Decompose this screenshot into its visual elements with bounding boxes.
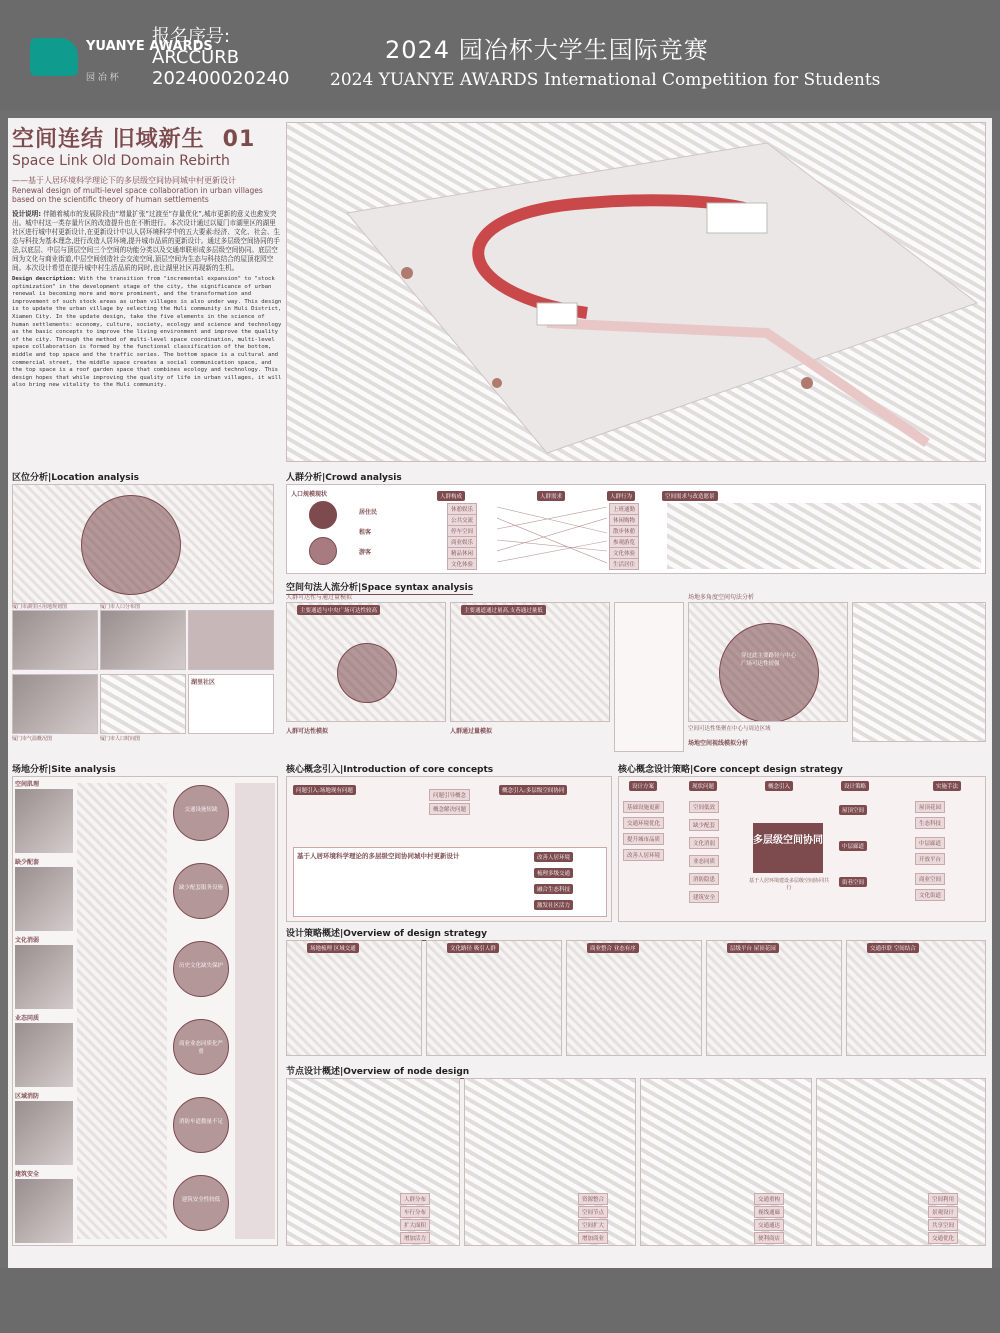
node-tag: 空间节点: [578, 1206, 608, 1218]
node-render: [640, 1078, 812, 1246]
group-residents: 居住民: [359, 509, 378, 516]
strategy-problem: 业态同质: [689, 855, 719, 867]
node-tag: 便利商店: [754, 1232, 784, 1244]
section-crowd: 人群分析|Crowd analysis: [286, 470, 402, 485]
sightline-subtitle: 场地空间视线模拟分析: [688, 740, 749, 747]
project-title-en: Space Link Old Domain Rebirth: [12, 153, 230, 169]
site-row-label: 建筑安全: [15, 1171, 40, 1178]
strategy-header: 现状问题: [689, 781, 717, 791]
concept-banner: 基于人居环境科学理论的多层级空间协同城中村更新设计: [297, 852, 460, 860]
outcome-item: 改善人居环境: [534, 852, 573, 862]
group-tenants: 租客: [359, 529, 372, 536]
space-vision-thumbnails: [667, 503, 981, 569]
site-row-label: 缺少配套: [15, 859, 40, 866]
competition-title-en: 2024 YUANYE AWARDS International Competition for Students: [330, 70, 881, 90]
syntax-caption: 人群可达性与通过量模拟: [286, 594, 353, 601]
site-diagram-column: [77, 783, 167, 1239]
site-notes-column: [235, 783, 275, 1239]
site-photo: [15, 1023, 73, 1087]
huli-community-note: [188, 674, 274, 734]
site-circle-label: 建筑安全性较低: [181, 1197, 221, 1203]
strategy-center-box: [753, 823, 823, 873]
strategy-tactic: 街巷空间: [839, 877, 867, 887]
strategy-header: 实施手法: [933, 781, 961, 791]
need-item: 公共交流: [447, 514, 477, 526]
concept-middle-label: 概念解决问题: [429, 803, 470, 815]
land-use-map: [12, 610, 98, 670]
need-item: 停车空间: [447, 525, 477, 537]
site-row-label: 区域消防: [15, 1093, 40, 1100]
site-analysis-panel: [12, 776, 278, 1246]
node-tag: 视线通廊: [754, 1206, 784, 1218]
overview-title: 商业整合 业态有序: [587, 943, 639, 953]
node-render: [464, 1078, 636, 1246]
node-render: [816, 1078, 986, 1246]
site-circle-label: 历史文化缺失保护: [178, 963, 223, 969]
node-tag: 景观设计: [928, 1206, 958, 1218]
registration-label: 报名序号:: [152, 26, 231, 47]
strategy-left-item: 基础设施更新: [623, 801, 664, 813]
throughput-map: [450, 602, 610, 722]
strategy-tactic: 中层廊道: [839, 841, 867, 851]
section-location: 区位分析|Location analysis: [12, 470, 139, 485]
outcome-item: 梳理多级交通: [534, 868, 573, 878]
overview-panel: [706, 940, 842, 1056]
behavior-item: 休闲购物: [609, 514, 639, 526]
site-circle-label: 交通设施短缺: [184, 807, 218, 813]
strategy-center-sub: 基于人居环境建设多层级空间协同共行: [749, 878, 830, 891]
crowd-panel: [286, 484, 986, 574]
competition-header: [0, 0, 1000, 110]
site-circle-label: 缺少配套服务设施: [178, 885, 223, 891]
need-item: 精品休闲: [447, 547, 477, 559]
concept-middle-label: 问题引导概念: [429, 789, 470, 801]
throughput-subtitle: 人群通过量模拟: [450, 728, 493, 735]
section-concept: 核心概念引入|Introduction of core concepts: [286, 762, 493, 777]
section-strategy-concept: 核心概念设计策略|Core concept design strategy: [618, 762, 843, 777]
site-circle: [173, 785, 229, 841]
registration-block: [152, 26, 289, 89]
donut-chart-2: [309, 537, 337, 565]
population-caption: 厦门市人口分布图: [100, 604, 141, 610]
crowd-label-behavior: 人群行为: [607, 491, 635, 501]
strategy-center-title: 多层级空间协同: [753, 835, 823, 846]
multi-angle-circle: [719, 623, 819, 722]
syntax-side-maps: [852, 602, 986, 742]
throughput-map-title: 主要通道通过量高,支巷通过量低: [461, 605, 546, 615]
behavior-item: 散步休憩: [609, 525, 639, 537]
multi-angle-map: [688, 602, 848, 722]
strategy-method: 开放平台: [915, 853, 945, 865]
behavior-item: 文化体验: [609, 547, 639, 559]
crowd-legend-title: 人口规模现状: [291, 491, 328, 498]
overview-title: 文化路径 吸引人群: [447, 943, 499, 953]
node-tag: 车行分布: [400, 1206, 430, 1218]
outcome-item: 激发社区活力: [534, 900, 573, 910]
competition-title-cn: 2024 园冶杯大学生国际竞赛: [385, 36, 709, 64]
project-subtitle-en: Renewal design of multi-level space collaboration in urban villages based on the scientific theory of human settlements: [12, 186, 263, 204]
location-circle: [81, 495, 181, 595]
concept-concept-title: 概念引入:多层级空间协同: [499, 785, 567, 795]
overview-panel: [846, 940, 986, 1056]
site-circle: [173, 1097, 229, 1153]
sheet-number: 01: [222, 127, 256, 152]
node-tag: 空间利用: [928, 1193, 958, 1205]
strategy-left-item: 改善人居环境: [623, 849, 664, 861]
node-tag: 空间扩大: [578, 1219, 608, 1231]
strategy-method: 屋顶花园: [915, 801, 945, 813]
node-tag: 交通优化: [928, 1232, 958, 1244]
design-description-en-text: With the transition from "incremental expansion" to "stock optimization" in the development stage of the city, the significance of urban renewal is becoming more and more prominent, and the transformation and improvement of such stock areas as urban villages is also under way. This design is to update the urban village by selecting the Huli community in Huli District, Xiamen City. In the update design, take the five elements in the science of human settlements: economy, culture, society, ecology and science and technology as the basic concepts to improve the living environment and improve the quality of the city. Through the method of multi-level space coordination, multi-level space collaboration is formed by the functional classification of the bottom, middle and top space and the traffic series. The bottom space is a cultural and commercial street, the middle space creates a social communication space, and the top space is a roof garden space that combines ecology and technology. This design hopes that while improving the quality of life in urban villages, it will also bring new vitality to the Huli community.: [12, 276, 282, 389]
project-title-block: [12, 122, 282, 390]
strategy-tactic: 屋顶空间: [839, 805, 867, 815]
outcome-item: 融合生态科技: [534, 884, 573, 894]
need-item: 文化体验: [447, 558, 477, 570]
site-circle-label: 商业业态同质化严重: [178, 1041, 223, 1055]
project-subtitle-cn: ——基于人居环境科学理论下的多层级空间协同城中村更新设计: [12, 176, 236, 185]
section-syntax: 空间句法人流分析|Space syntax analysis: [286, 580, 473, 595]
strategy-method: 中层廊道: [915, 837, 945, 849]
crowd-label-needs: 人群需求: [537, 491, 565, 501]
strategy-problem: 消防隐患: [689, 873, 719, 885]
donut-chart-1: [309, 501, 337, 529]
group-tourists: 游客: [359, 549, 372, 556]
population-time-map: [12, 674, 98, 734]
huli-community-label: 湖里社区: [191, 679, 216, 686]
accessibility-map-title: 主要通道与中央广场可达性较高: [297, 605, 380, 615]
strategy-problem: 建筑安全: [689, 891, 719, 903]
section-site: 场地分析|Site analysis: [12, 762, 116, 777]
section-strategy-overview: 设计策略概述|Overview of design strategy: [286, 926, 487, 941]
site-row-label: 空间肌理: [15, 781, 40, 788]
syntax-caption-2: 场地多角度空间句法分析: [688, 594, 755, 601]
site-row-label: 业态同质: [15, 1015, 40, 1022]
multi-angle-side-note: 空间可达性集聚在中心与周边区域: [688, 726, 771, 732]
multi-angle-circle-text: 穿过此主要路径与中心广场可达性较强: [741, 653, 797, 667]
site-photo: [15, 1179, 73, 1243]
concept-panel: [286, 776, 612, 922]
syntax-charts: [614, 602, 684, 752]
strategy-header: 设计策略: [841, 781, 869, 791]
site-photo: [15, 867, 73, 931]
overview-panel: [286, 940, 422, 1056]
site-row-label: 文化消弱: [15, 937, 40, 944]
need-item: 商业娱乐: [447, 536, 477, 548]
accessibility-map: [286, 602, 446, 722]
yuanye-logo-icon: [30, 38, 78, 76]
behavior-item: 上班通勤: [609, 503, 639, 515]
strategy-problem: 文化消弱: [689, 837, 719, 849]
concept-problem-title: 问题引入:场地现有问题: [293, 785, 356, 795]
node-tag: 增加活力: [400, 1232, 430, 1244]
node-tag: 交通通达: [754, 1219, 784, 1231]
site-circle-label: 消防车道数量不足: [178, 1119, 223, 1125]
land-use-caption: 厦门市湖里区用地规划图: [12, 604, 68, 610]
overview-title: 场地梳理 区域交通: [307, 943, 359, 953]
population-map: [100, 610, 186, 670]
poster-sheet: [8, 118, 992, 1268]
behavior-item: 参观游览: [609, 536, 639, 548]
strategy-header: 概念引入: [765, 781, 793, 791]
crowd-label-vision: 空间需求与改造愿景: [662, 491, 718, 501]
design-description-cn-text: 伴随着城市的发展阶段由“增量扩张”过渡至“存量优化”,城市更新的意义也愈发突出。城中村这一类存量片区的改造提升也在不断进行。本次设计通过以厦门市湖里区的湖里社区进行城中村更新设计,在更新设计中以人居环境科学中的五大要素:经济、文化、社会、生态与科技为基本理念,进行改造人居环境,提升城市品质的更新设计。通过多层级空间协同的手法,以底层、中层与顶层空间三个空间的功能分类以及交通串联形成多层级空间协同。底层空间为文化与商业街道,中层空间创造社会交流空间,顶层空间为生态与科技结合的屋顶花园空间。本次设计希望在提升城中村生活品质的同时,也让湖里社区再现新的生机。: [12, 210, 281, 272]
node-tag: 扩大面积: [400, 1219, 430, 1231]
accessibility-circle: [337, 643, 397, 703]
accessibility-subtitle: 人群可达性模拟: [286, 728, 329, 735]
footer-band: [0, 1268, 1000, 1333]
population-time-caption: 厦门市人口时间图: [100, 736, 141, 742]
overview-panel: [566, 940, 702, 1056]
registration-number: 202400020240: [152, 68, 290, 89]
aerial-photo: [100, 674, 186, 734]
logo-text: YUANYE AWARDS: [86, 39, 213, 54]
design-description-en: [12, 276, 282, 390]
node-tag: 资源整合: [578, 1193, 608, 1205]
behavior-item: 生活居住: [609, 558, 639, 570]
project-title-cn: 空间连结 旧域新生: [12, 127, 205, 152]
strategy-method: 商业空间: [915, 873, 945, 885]
logo-subtext: 园 冶 杯: [86, 73, 119, 83]
strategy-left-item: 交通环境优化: [623, 817, 664, 829]
overview-title: 交通串联 空间结合: [867, 943, 919, 953]
site-circle: [173, 863, 229, 919]
registration-code: ARCCURB: [152, 47, 240, 68]
section-node: 节点设计概述|Overview of node design: [286, 1064, 469, 1079]
strategy-problem: 空间低效: [689, 801, 719, 813]
strategy-header: 设计方案: [629, 781, 657, 791]
location-map: [12, 484, 274, 604]
site-circle: [173, 1175, 229, 1231]
concept-banner-box: [293, 847, 607, 917]
hero-render-graphic: [287, 123, 986, 462]
node-render: [286, 1078, 460, 1246]
node-tag: 共享空间: [928, 1219, 958, 1231]
overview-panel: [426, 940, 562, 1056]
strategy-panel: [618, 776, 986, 922]
crowd-label-composition: 人群构成: [437, 491, 465, 501]
temperature-caption: 厦门市气温概况图: [12, 736, 53, 742]
strategy-method: 文化街道: [915, 889, 945, 901]
design-description-cn: [12, 210, 282, 273]
site-photo: [15, 1101, 73, 1165]
site-photo: [15, 945, 73, 1009]
node-tag: 交通重构: [754, 1193, 784, 1205]
site-circle: [173, 941, 229, 997]
strategy-problem: 缺少配套: [689, 819, 719, 831]
temperature-map: [188, 610, 274, 670]
design-description-cn-label: 设计说明:: [12, 210, 42, 218]
strategy-method: 生态科技: [915, 817, 945, 829]
crowd-link-lines: [497, 503, 607, 569]
need-item: 休憩娱乐: [447, 503, 477, 515]
overview-title: 层级平台 屋顶花园: [727, 943, 779, 953]
site-photo: [15, 789, 73, 853]
node-tag: 增加商业: [578, 1232, 608, 1244]
design-description-en-label: Design description:: [12, 276, 76, 282]
hero-aerial-render: [286, 122, 986, 462]
node-tag: 人群分布: [400, 1193, 430, 1205]
strategy-left-item: 提升城市品质: [623, 833, 664, 845]
